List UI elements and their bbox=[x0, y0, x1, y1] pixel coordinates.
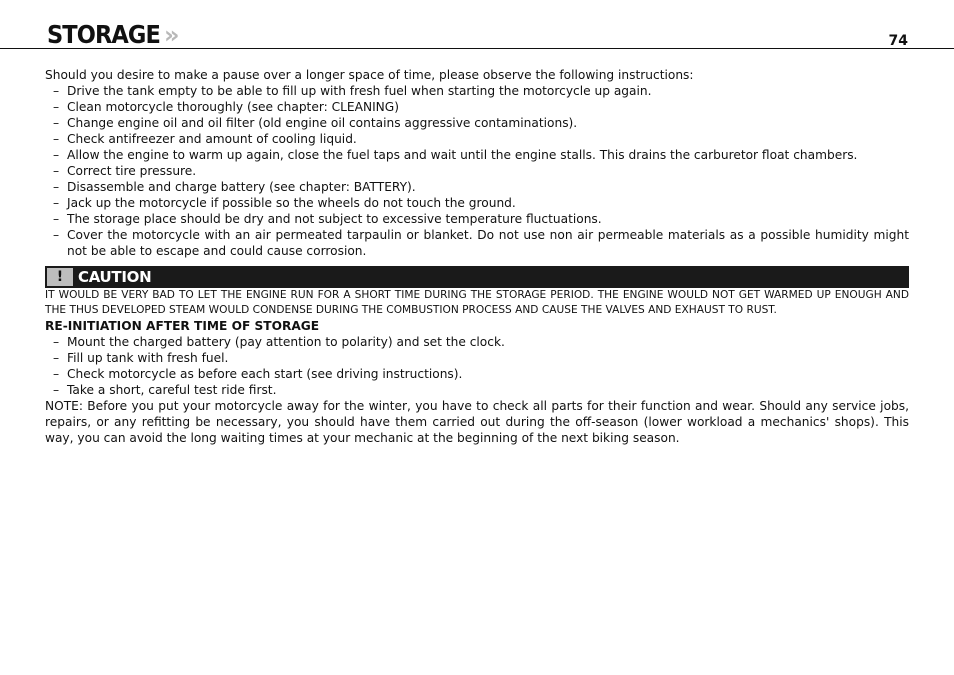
dash-bullet: – bbox=[53, 100, 60, 114]
list-item-text: Cover the motorcycle with an air permeated tarpaulin or blanket. Do not use non air permeable materials as a possible humidity might not be able to escape and could cause corrosion. bbox=[67, 228, 909, 258]
list-item-text: Clean motorcycle thoroughly (see chapter: CLEANING) bbox=[67, 100, 399, 114]
list-item bbox=[45, 366, 909, 382]
page-number: 74 bbox=[888, 33, 908, 49]
caution-banner bbox=[45, 266, 903, 288]
dash-bullet: – bbox=[53, 84, 60, 98]
list-item-text: Check antifreezer and amount of cooling liquid. bbox=[67, 132, 357, 146]
list-item bbox=[45, 147, 909, 163]
dash-bullet: – bbox=[53, 212, 60, 226]
list-item bbox=[45, 382, 909, 398]
list-item-text: Disassemble and charge battery (see chapter: BATTERY). bbox=[67, 180, 416, 194]
dash-bullet: – bbox=[53, 116, 60, 130]
dash-bullet: – bbox=[53, 148, 60, 162]
list-item bbox=[45, 211, 909, 227]
caution-text: IT WOULD BE VERY BAD TO LET THE ENGINE RUN FOR A SHORT TIME DURING THE STORAGE PERIOD. THE ENGINE WOULD NOT GET WARMED UP ENOUGH AND THE THUS DEVELOPED STEAM WOULD CONDENSE DURING THE COMBUSTION PROCESS AND CAUSE THE VALVES AND EXHAUST TO RUST. bbox=[45, 289, 909, 316]
list-item-text: Mount the charged battery (pay attention to polarity) and set the clock. bbox=[67, 335, 505, 349]
list-item-text: Drive the tank empty to be able to fill up with fresh fuel when starting the motorcycle up again. bbox=[67, 84, 652, 98]
dash-bullet: – bbox=[53, 351, 60, 365]
double-chevron-right-icon: » bbox=[164, 21, 180, 49]
dash-bullet: – bbox=[53, 367, 60, 381]
caution-label: CAUTION bbox=[78, 268, 152, 286]
list-item-text: The storage place should be dry and not subject to excessive temperature fluctuations. bbox=[67, 212, 602, 226]
list-item-text: Fill up tank with fresh fuel. bbox=[67, 351, 229, 365]
section-heading: RE-INITIATION AFTER TIME OF STORAGE bbox=[45, 319, 320, 333]
dash-bullet: – bbox=[53, 383, 60, 397]
list-item-text: Change engine oil and oil filter (old engine oil contains aggressive contaminations). bbox=[67, 116, 578, 130]
list-item bbox=[45, 227, 909, 259]
storage-steps-list bbox=[45, 83, 909, 259]
dash-bullet: – bbox=[53, 196, 60, 210]
list-item bbox=[45, 179, 909, 195]
note-paragraph: NOTE: Before you put your motorcycle away for the winter, you have to check all parts for their function and wear. Should any service jobs, repairs, or any refitting be necessary, you should have them carried out during the off-season (lower workload a mechanics' shops). This way, you can avoid the long waiting times at your mechanic at the beginning of the next biking season. bbox=[45, 399, 909, 445]
list-item-text: Take a short, careful test ride first. bbox=[67, 383, 277, 397]
caution-banner-end bbox=[903, 266, 909, 288]
list-item-text: Check motorcycle as before each start (see driving instructions). bbox=[67, 367, 463, 381]
list-item bbox=[45, 99, 909, 115]
dash-bullet: – bbox=[53, 132, 60, 146]
page-header bbox=[0, 0, 954, 49]
list-item bbox=[45, 334, 909, 350]
page-content bbox=[45, 67, 909, 446]
intro-paragraph: Should you desire to make a pause over a longer space of time, please observe the following instructions: bbox=[45, 68, 694, 82]
dash-bullet: – bbox=[53, 335, 60, 349]
reinitiation-steps-list bbox=[45, 334, 909, 398]
list-item bbox=[45, 83, 909, 99]
exclamation-icon: ! bbox=[47, 268, 73, 286]
dash-bullet: – bbox=[53, 180, 60, 194]
list-item-text: Jack up the motorcycle if possible so the wheels do not touch the ground. bbox=[67, 196, 516, 210]
list-item bbox=[45, 163, 909, 179]
list-item bbox=[45, 195, 909, 211]
list-item-text: Allow the engine to warm up again, close the fuel taps and wait until the engine stalls. This drains the carburetor float chambers. bbox=[67, 148, 858, 162]
list-item bbox=[45, 131, 909, 147]
list-item bbox=[45, 115, 909, 131]
page-title: STORAGE bbox=[47, 20, 160, 49]
list-item-text: Correct tire pressure. bbox=[67, 164, 197, 178]
dash-bullet: – bbox=[53, 228, 60, 242]
dash-bullet: – bbox=[53, 164, 60, 178]
list-item bbox=[45, 350, 909, 366]
